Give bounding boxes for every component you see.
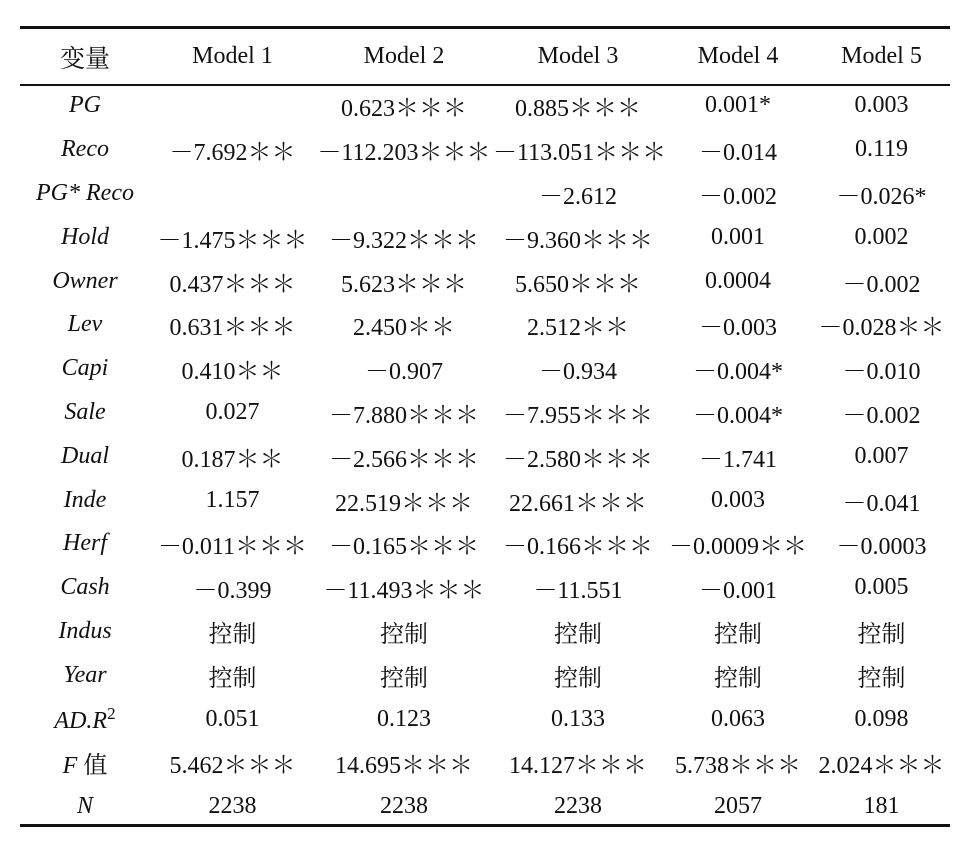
model-4-value-cell: 控制 [714, 663, 762, 692]
model-5-value-cell: －0.002 [842, 271, 921, 298]
variable-suffix: 值 [83, 751, 108, 780]
variable-superscript: 2 [107, 703, 116, 723]
variable-name-cell [20, 610, 150, 654]
model-1-value-cell: 0.187＊＊ [181, 446, 284, 473]
model-2-value-cell [315, 172, 493, 216]
variable-column-header: 变量 [59, 43, 110, 73]
model-2-value-cell: －0.165＊＊＊ [329, 534, 479, 561]
variable-name: Capi [61, 355, 109, 382]
variable-name: Sale [64, 398, 106, 425]
model-5-value-cell: －0.002 [842, 402, 921, 429]
table-row [20, 347, 950, 391]
table-row [20, 434, 950, 478]
model-2-value-cell: －11.493＊＊＊ [323, 578, 485, 605]
model-1-value-cell: －0.399 [193, 578, 272, 605]
model-5-header: Model 5 [841, 43, 922, 69]
model-3-value-cell: 5.650＊＊＊ [515, 271, 641, 298]
table-row [20, 259, 950, 303]
variable-name-cell [20, 391, 150, 435]
model-5-value-cell: 0.007 [854, 442, 909, 469]
model-3-value-cell: －0.934 [539, 359, 617, 386]
model-2-value-cell: 2.450＊＊ [353, 315, 455, 342]
variable-name-cell [20, 785, 150, 829]
model-3-value-cell: 0.133 [551, 705, 605, 732]
model-4-value-cell: －0.001 [699, 578, 777, 605]
model-5-value-cell: 0.119 [854, 136, 909, 163]
model-5-value-cell: －0.028＊＊ [818, 315, 945, 342]
table-row [20, 303, 950, 347]
table-row [20, 478, 950, 522]
regression-results-table [20, 29, 950, 829]
variable-name-cell [20, 566, 150, 610]
model-2-value-cell: 0.123 [377, 705, 431, 732]
header-row [20, 29, 950, 84]
model-4-value-cell: －0.002 [699, 183, 777, 210]
model-1-value-cell: －0.011＊＊＊ [157, 534, 308, 561]
variable-name-cell [20, 653, 150, 697]
model-2-value-cell: －7.880＊＊＊ [329, 402, 479, 429]
model-5-value-cell: －0.041 [842, 490, 921, 517]
model-4-value-cell: 0.001* [705, 92, 771, 119]
variable-name: Year [63, 661, 107, 688]
table-row [20, 522, 950, 566]
model-2-value-cell: 0.623＊＊＊ [341, 96, 467, 123]
model-3-value-cell: 0.885＊＊＊ [515, 96, 641, 123]
model-5-value-cell: 181 [863, 793, 900, 820]
model-5-value-cell: －0.0003 [836, 534, 927, 561]
model-3-value-cell: －2.580＊＊＊ [503, 446, 653, 473]
model-3-header: Model 3 [537, 43, 619, 69]
table-row [20, 653, 950, 697]
model-1-value-cell: 0.027 [205, 398, 260, 425]
table-row [20, 785, 950, 829]
model-3-value-cell: 14.127＊＊＊ [509, 753, 647, 780]
variable-name-cell [20, 303, 150, 347]
model-4-value-cell: 0.0004 [705, 267, 771, 294]
variable-name-cell [20, 697, 150, 741]
model-2-value-cell: 控制 [380, 619, 428, 648]
variable-name: AD.R [54, 707, 108, 734]
model-2-value-cell: －112.203＊＊＊ [317, 140, 491, 167]
model-1-value-cell: 控制 [208, 663, 257, 692]
model-1-value-cell [150, 84, 315, 128]
variable-name: Inde [63, 486, 107, 513]
variable-name-cell [20, 172, 150, 216]
model-3-value-cell: －0.166＊＊＊ [503, 534, 653, 561]
model-2-value-cell: 2238 [380, 793, 428, 820]
model-4-value-cell: －0.004* [693, 359, 783, 386]
model-2-value-cell: －9.322＊＊＊ [329, 227, 479, 254]
model-3-value-cell: －7.955＊＊＊ [503, 402, 653, 429]
model-2-value-cell: －0.907 [365, 359, 443, 386]
model-1-value-cell: 1.157 [205, 486, 260, 513]
variable-name: Cash [60, 574, 110, 601]
model-1-value-cell: 0.631＊＊＊ [169, 315, 296, 342]
table-row [20, 128, 950, 172]
model-1-header: Model 1 [192, 43, 273, 69]
variable-name: N [76, 793, 93, 820]
model-1-value-cell: －1.475＊＊＊ [157, 227, 308, 254]
model-3-value-cell: 22.661＊＊＊ [509, 490, 647, 517]
variable-name: Hold [61, 223, 109, 250]
model-3-value-cell: －11.551 [533, 578, 623, 605]
model-1-value-cell [150, 172, 315, 216]
model-1-value-cell: 0.410＊＊ [181, 359, 284, 386]
variable-name: Reco [61, 136, 109, 163]
model-1-value-cell: 2238 [208, 793, 257, 820]
table-row [20, 697, 950, 741]
model-3-value-cell: 2.512＊＊ [527, 315, 629, 342]
model-1-value-cell: －7.692＊＊ [169, 140, 296, 167]
model-4-value-cell: －0.0009＊＊ [669, 534, 807, 561]
model-4-value-cell: 0.063 [711, 705, 765, 732]
model-5-value-cell: －0.026* [836, 183, 927, 210]
model-3-value-cell: 控制 [554, 619, 602, 648]
variable-name-cell [20, 259, 150, 303]
model-2-value-cell: 14.695＊＊＊ [335, 753, 473, 780]
variable-name-cell [20, 478, 150, 522]
model-3-value-cell: －113.051＊＊＊ [493, 140, 667, 167]
variable-name: Dual [61, 442, 109, 469]
table-row [20, 741, 950, 785]
model-4-value-cell: －0.003 [699, 315, 777, 342]
variable-name: Lev [67, 311, 103, 338]
variable-name: Owner [52, 267, 118, 294]
model-5-value-cell: 2.024＊＊＊ [818, 753, 945, 780]
variable-name: PG [69, 92, 101, 119]
model-4-value-cell: 5.738＊＊＊ [675, 753, 801, 780]
model-2-value-cell: －2.566＊＊＊ [329, 446, 479, 473]
model-3-value-cell: 控制 [554, 663, 602, 692]
model-4-value-cell: 0.001 [711, 223, 765, 250]
model-3-value-cell: 2238 [554, 793, 602, 820]
table-row [20, 215, 950, 259]
model-5-value-cell: －0.010 [842, 359, 921, 386]
variable-name-cell [20, 522, 150, 566]
model-4-value-cell: －1.741 [699, 446, 777, 473]
model-4-value-cell: 0.003 [711, 486, 765, 513]
model-5-value-cell: 控制 [857, 619, 906, 648]
table-row [20, 610, 950, 654]
model-2-value-cell: 22.519＊＊＊ [335, 490, 473, 517]
model-5-value-cell: 0.005 [854, 574, 909, 601]
variable-name-cell [20, 128, 150, 172]
model-5-value-cell: 控制 [857, 663, 906, 692]
model-3-value-cell: －9.360＊＊＊ [503, 227, 653, 254]
model-3-value-cell: －2.612 [539, 183, 617, 210]
model-2-header: Model 2 [363, 43, 445, 69]
table-row [20, 391, 950, 435]
model-4-value-cell: －0.014 [699, 140, 777, 167]
model-4-value-cell: 控制 [714, 619, 762, 648]
model-1-value-cell: 0.437＊＊＊ [169, 271, 296, 298]
table-row [20, 566, 950, 610]
table-row [20, 84, 950, 128]
model-4-value-cell: －0.004* [693, 402, 783, 429]
model-1-value-cell: 控制 [208, 619, 257, 648]
model-5-value-cell: 0.098 [854, 705, 909, 732]
model-4-header: Model 4 [697, 43, 779, 69]
model-1-value-cell: 5.462＊＊＊ [169, 753, 296, 780]
variable-name: PG* Reco [36, 179, 134, 206]
model-2-value-cell: 5.623＊＊＊ [341, 271, 467, 298]
variable-name: F [62, 753, 78, 780]
variable-name: Indus [58, 617, 112, 644]
variable-name-cell [20, 434, 150, 478]
table-row [20, 172, 950, 216]
variable-name-cell [20, 215, 150, 259]
model-5-value-cell: 0.002 [854, 223, 909, 250]
table-body [20, 84, 950, 829]
variable-name-cell [20, 84, 150, 128]
variable-name-cell [20, 347, 150, 391]
model-2-value-cell: 控制 [380, 663, 428, 692]
variable-name: Herf [63, 530, 107, 557]
variable-name-cell [20, 741, 150, 785]
model-5-value-cell: 0.003 [854, 92, 909, 119]
model-1-value-cell: 0.051 [205, 705, 260, 732]
model-4-value-cell: 2057 [714, 793, 762, 820]
